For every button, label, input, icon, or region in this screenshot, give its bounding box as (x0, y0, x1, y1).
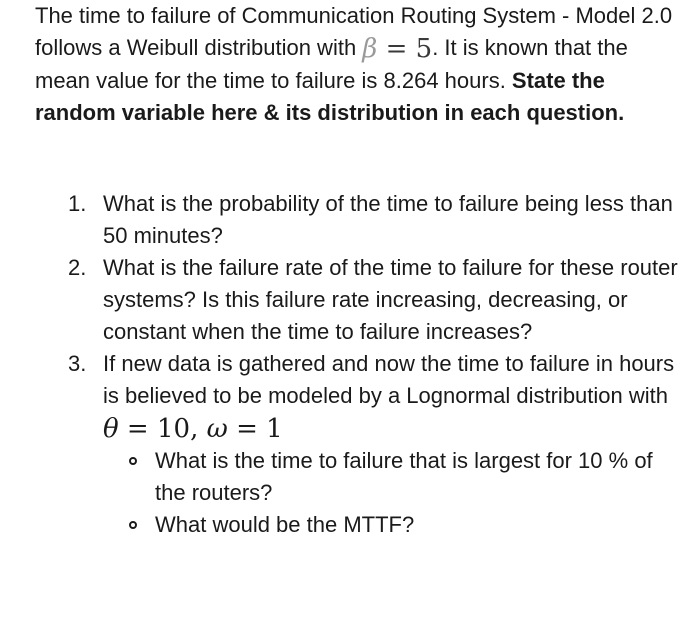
question-2 (68, 252, 680, 348)
theta-value: 10 (156, 414, 191, 444)
problem-intro (35, 0, 675, 129)
question-text: What is the failure rate of the time to failure for these router systems? Is this failure rate increasing, decreasing, or constant when the time to failure increases? (103, 255, 678, 344)
lognormal-parameters (103, 413, 283, 445)
question-text: If new data is gathered and now the time to failure in hours is believed to be modeled by a Lognormal distribution with (103, 351, 675, 408)
hollow-bullet-icon (129, 521, 137, 529)
beta-equals: = (377, 34, 416, 64)
beta-symbol: β (362, 34, 378, 64)
omega-equals: = (227, 414, 267, 444)
sub-question-text: What would be the MTTF? (155, 512, 415, 537)
question-list (0, 188, 680, 541)
parameter-separator: , (190, 414, 207, 444)
sub-question-text: What is the time to failure that is largest for 10 % of the routers? (155, 448, 653, 505)
question-3 (68, 348, 680, 541)
omega-symbol: ω (206, 414, 228, 444)
intro-bold-instruction: State the random variable here & its distribution in each question. (35, 68, 625, 125)
theta-equals: = (118, 414, 157, 444)
question-1 (68, 188, 680, 252)
question-number: 3. (68, 351, 87, 376)
question-number: 2. (68, 255, 87, 280)
intro-text-1: The time to failure of Communication Routing System - Model 2.0 follows a Weibull distribution with (35, 3, 673, 60)
question-text: What is the probability of the time to failure being less than 50 minutes? (103, 191, 673, 248)
beta-value: 5 (415, 34, 433, 64)
sub-question-list (103, 445, 680, 541)
beta-equation (362, 33, 432, 65)
omega-value: 1 (266, 414, 283, 444)
hollow-bullet-icon (129, 457, 137, 465)
sub-question-2 (155, 509, 680, 541)
sub-question-1 (155, 445, 680, 509)
question-number: 1. (68, 191, 87, 216)
theta-symbol: θ (103, 414, 119, 444)
intro-text-2: . It is known that the mean value for the time to failure is 8.264 hours. (35, 35, 628, 93)
